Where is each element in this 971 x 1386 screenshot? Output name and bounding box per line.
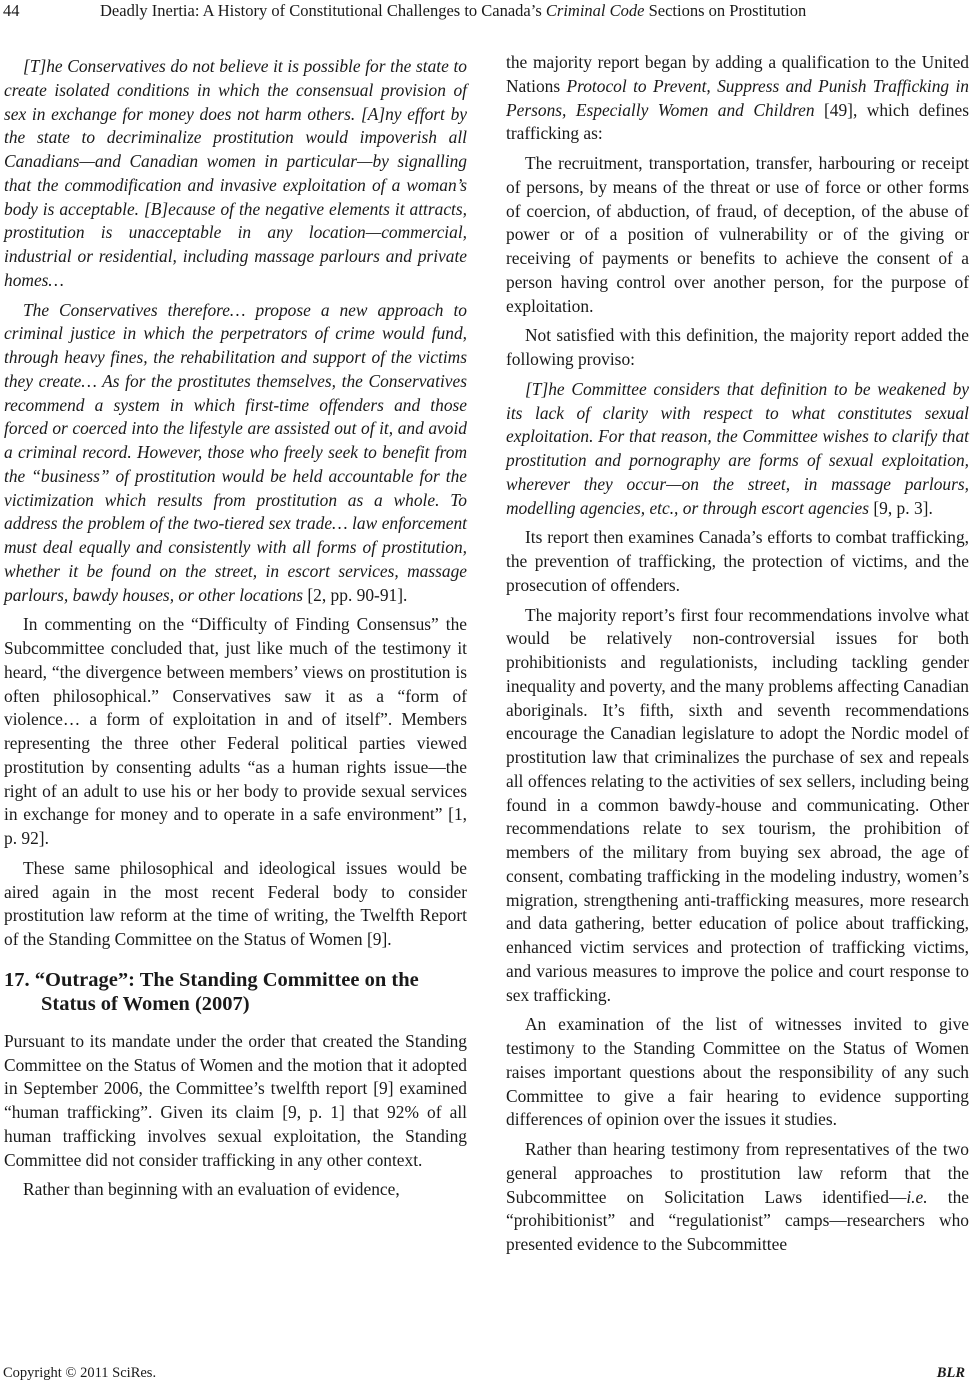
text: the “prohibitionist” and “regulationist” camps—researchers who presented evidence to the Subcommittee — [506, 1186, 969, 1254]
body-paragraph: Pursuant to its mandate under the order that created the Standing Committee on the Status of Women and the motion that it adopted in September 2006, the Committee’s twelfth report [9] examined “human trafficking”. Given its claim [9, p. 1] that 92% of all human trafficking involves sexual exploitation, the Standing Committee did not consider trafficking in any other context. — [4, 1030, 467, 1170]
section-heading: 17. “Outrage”: The Standing Committee on the Status of Women (2007) — [4, 968, 419, 1015]
definition-quote: The recruitment, transportation, transfer, harbouring or receipt of persons, by means of the threat or use of force or other forms of coercion, of abduction, of fraud, of deception, of the abuse of power or of a position of vulnerability or of the giving or receiving of payments or benefits to achieve the consent of a person having control over another person, for the purpose of exploitation. — [506, 153, 969, 316]
page-footer — [0, 1364, 971, 1384]
text: the majority report began by adding a qualification to the United Nations — [506, 52, 969, 96]
running-title-text-end: Sections on Prostitution — [644, 1, 807, 20]
quote-text: The Conservatives therefore… propose a new approach to criminal justice in which the perpetrators of crime would fund, through heavy fines, the rehabilitation and support of the victims they create… As for the prostitutes themselves, the Conservatives recommend a system in which first-time offenders and those forced or coerced into the lifestyle are assisted out of it, and avoid a criminal record. However, those who freely seek to benefit from the “business” of prostitution would be held accountable for the victimization which results from prostitution as a whole. To address the problem of the two-tiered sex trade… law enforcement must deal equally and consistently with all forms of prostitution, whether it be found on the street, in escort services, massage parlours, bawdy houses, or other locations — [4, 299, 467, 605]
running-title — [100, 0, 806, 22]
body-paragraph: In commenting on the “Difficulty of Finding Consensus” the Subcommittee concluded that, just like much of the testimony it heard, “the divergence between members’ views on prostitution is often philosophical.” Conservatives saw it as a “form of violence… a form of exploitation in and of itself”. Members representing the three other Federal political parties viewed prostitution by consenting adults “as a human rights issue—the right of an adult to use his or her body to provide sexual services in exchange for money and to operate in a safe environment” [1, p. 92]. — [4, 614, 467, 848]
body-paragraph: The majority report’s first four recommendations involve what would be relatively non-controversial issues for both prohibitionists and regulationists, including tackling gender inequality and poverty, and the many problems affecting Canadian aboriginals. It’s fifth, sixth and seventh recommendations encourage the Canadian legislature to adopt the Nordic model of prostitution law that criminalizes the purchase of sex and repeals all offences relating to the activities of sex sellers, including being found in a common bawdy-house and communicating. Other recommendations relate to sex tourism, the prohibition of members of the military from buying sex abroad, the age of consent, combating trafficking in the modeling industry, women’s migration, strengthening anti-trafficking measures, more research and data gathering, better education of police about trafficking, enhanced victim services and protection of trafficking victims, and various measures to improve the police and court response to sex trafficking. — [506, 604, 969, 1005]
left-column — [4, 55, 467, 1202]
block-quote-conservatives: [T]he Conservatives do not believe it is possible for the state to create isolated conditions in which the consensual provision of sex in exchange for money does not harm others. [A]ny effort by the state to decriminalize prostitution would impoverish all Canadians—and Canadian women in particular—by signalling that the commodification and invasive exploitation of a woman’s body is acceptable. [B]ecause of the negative elements it attracts, prostitution is unacceptable in any location—commercial, industrial or residential, including massage parlours and private homes… — [4, 56, 467, 290]
page-number: 44 — [3, 1, 20, 20]
text: [49], which defines trafficking as: — [506, 99, 969, 144]
right-column — [506, 51, 969, 1257]
journal-abbrev: BLR — [936, 1365, 965, 1381]
protocol-title: Protocol to Prevent, Suppress and Punish Trafficking in Persons, Especially Women and Children — [506, 75, 970, 120]
running-title-text: Deadly Inertia: A History of Constitutional Challenges to Canada’s — [100, 1, 546, 20]
quote-text: [T]he Committee considers that definition to be weakened by its lack of clarity with respect to what constitutes sexual exploitation. For that reason, the Committee wishes to clarify that prostitution and pornography are forms of sexual exploitation, wherever they occur—on the street, in massage parlours, modelling agencies, etc., or through escort agencies — [506, 378, 969, 518]
body-paragraph: Rather than beginning with an evaluation of evidence, — [23, 1179, 400, 1200]
copyright-notice: Copyright © 2011 SciRes. — [3, 1365, 157, 1381]
running-title-italic: Criminal Code — [545, 1, 645, 20]
citation: [2, pp. 90-91]. — [303, 584, 408, 605]
body-paragraph — [506, 51, 969, 146]
body-paragraph: An examination of the list of witnesses invited to give testimony to the Standing Committee on the Status of Women raises important questions about the responsibility of any such Committee to give a fair hearing to evidence supporting differences of opinion over the issues it studies. — [506, 1014, 969, 1130]
text-italic: i.e. — [906, 1186, 928, 1207]
block-quote-conservatives-2 — [4, 299, 467, 608]
text: Rather than hearing testimony from representatives of the two general approaches to prostitution law reform that the Subcommittee on Solicitation Laws identified— — [506, 1139, 969, 1207]
proviso-quote — [506, 378, 969, 521]
page-header — [0, 0, 971, 24]
body-paragraph: Not satisfied with this definition, the majority report added the following proviso: — [506, 325, 969, 369]
body-paragraph: These same philosophical and ideological issues would be aired again in the most recent Federal body to consider prostitution law reform at the time of writing, the Twelfth Report of the Standing Committee on the Status of Women [9]. — [4, 857, 467, 949]
body-paragraph — [506, 1138, 969, 1257]
citation: [9, p. 3]. — [869, 497, 933, 518]
body-paragraph: Its report then examines Canada’s efforts to combat trafficking, the prevention of trafficking, the protection of victims, and the prosecution of offenders. — [506, 527, 969, 595]
